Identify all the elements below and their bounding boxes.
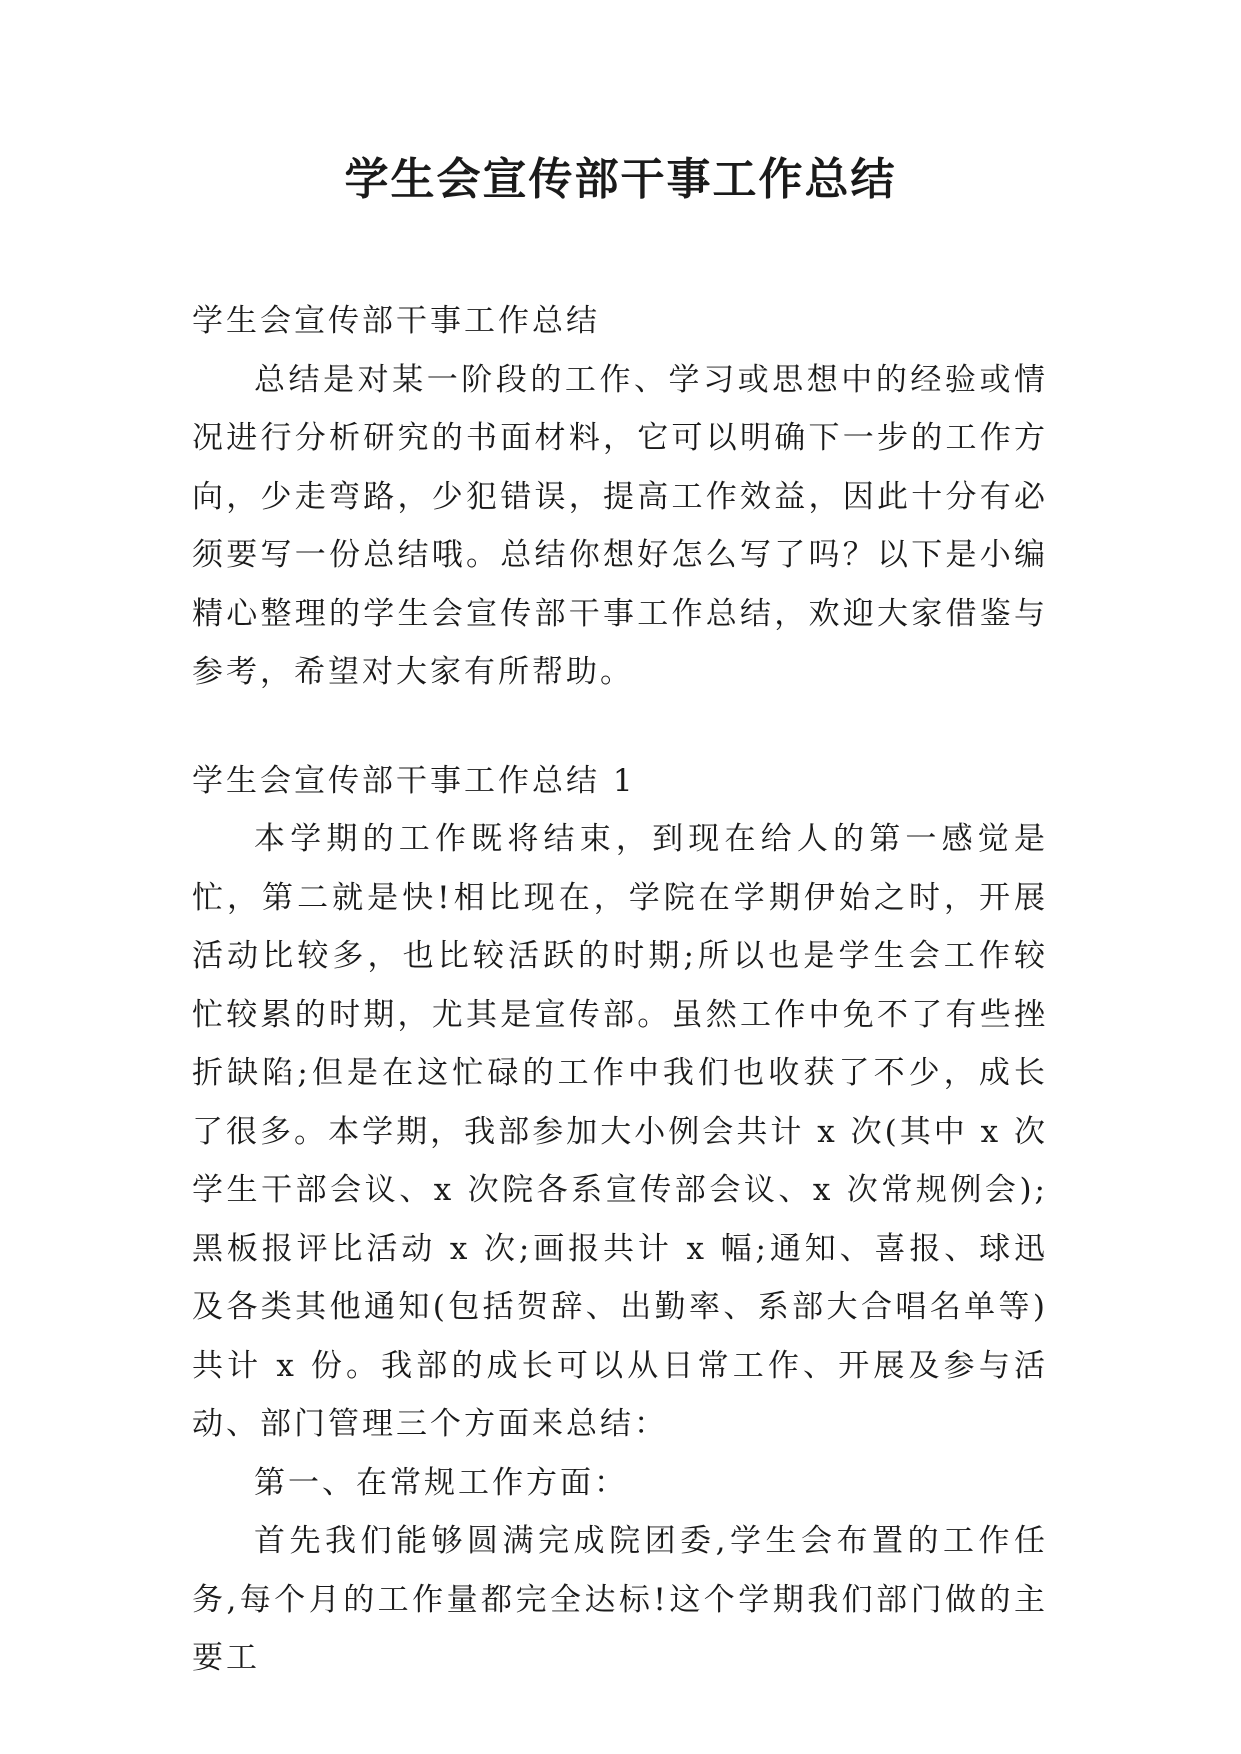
point-heading: 第一、在常规工作方面： (254, 1464, 628, 1501)
body-paragraph-2: 首先我们能够圆满完成院团委,学生会布置的工作任务,每个月的工作量都完全达标!这个学期我们部门做的主要工 (192, 1523, 1048, 1676)
section-gap (192, 702, 1048, 752)
subtitle: 学生会宣传部干事工作总结 (192, 303, 600, 339)
document-title: 学生会宣传部干事工作总结 (344, 154, 897, 205)
intro-paragraph: 总结是对某一阶段的工作、学习或思想中的经验或情况进行分析研究的书面材料，它可以明确下一步的工作方向，少走弯路，少犯错误，提高工作效益，因此十分有必须要写一份总结哦。总结你想好怎么写了吗？以下是小编精心整理的学生会宣传部干事工作总结，欢迎大家借鉴与参考，希望对大家有所帮助。 (192, 361, 1048, 690)
body-paragraph: 本学期的工作既将结束，到现在给人的第一感觉是忙，第二就是快!相比现在，学院在学期伊始之时，开展活动比较多，也比较活跃的时期;所以也是学生会工作较忙较累的时期，尤其是宣传部。虽然工作中免不了有些挫折缺陷;但是在这忙碌的工作中我们也收获了不少，成长了很多。本学期，我部参加大小例会共计 x 次(其中 x 次学生干部会议、x 次院各系宣传部会议、x 次常规例会);黑板报评比活动 x 次;画报共计 x 幅;通知、喜报、球迅及各类其他通知(包括贺辞、出勤率、系部大合唱名单等)共计 x 份。我部的成长可以从日常工作、开展及参与活动、部门管理三个方面来总结： (192, 821, 1048, 1442)
document-body (192, 292, 1048, 1688)
section-heading: 学生会宣传部干事工作总结 1 (192, 762, 636, 799)
